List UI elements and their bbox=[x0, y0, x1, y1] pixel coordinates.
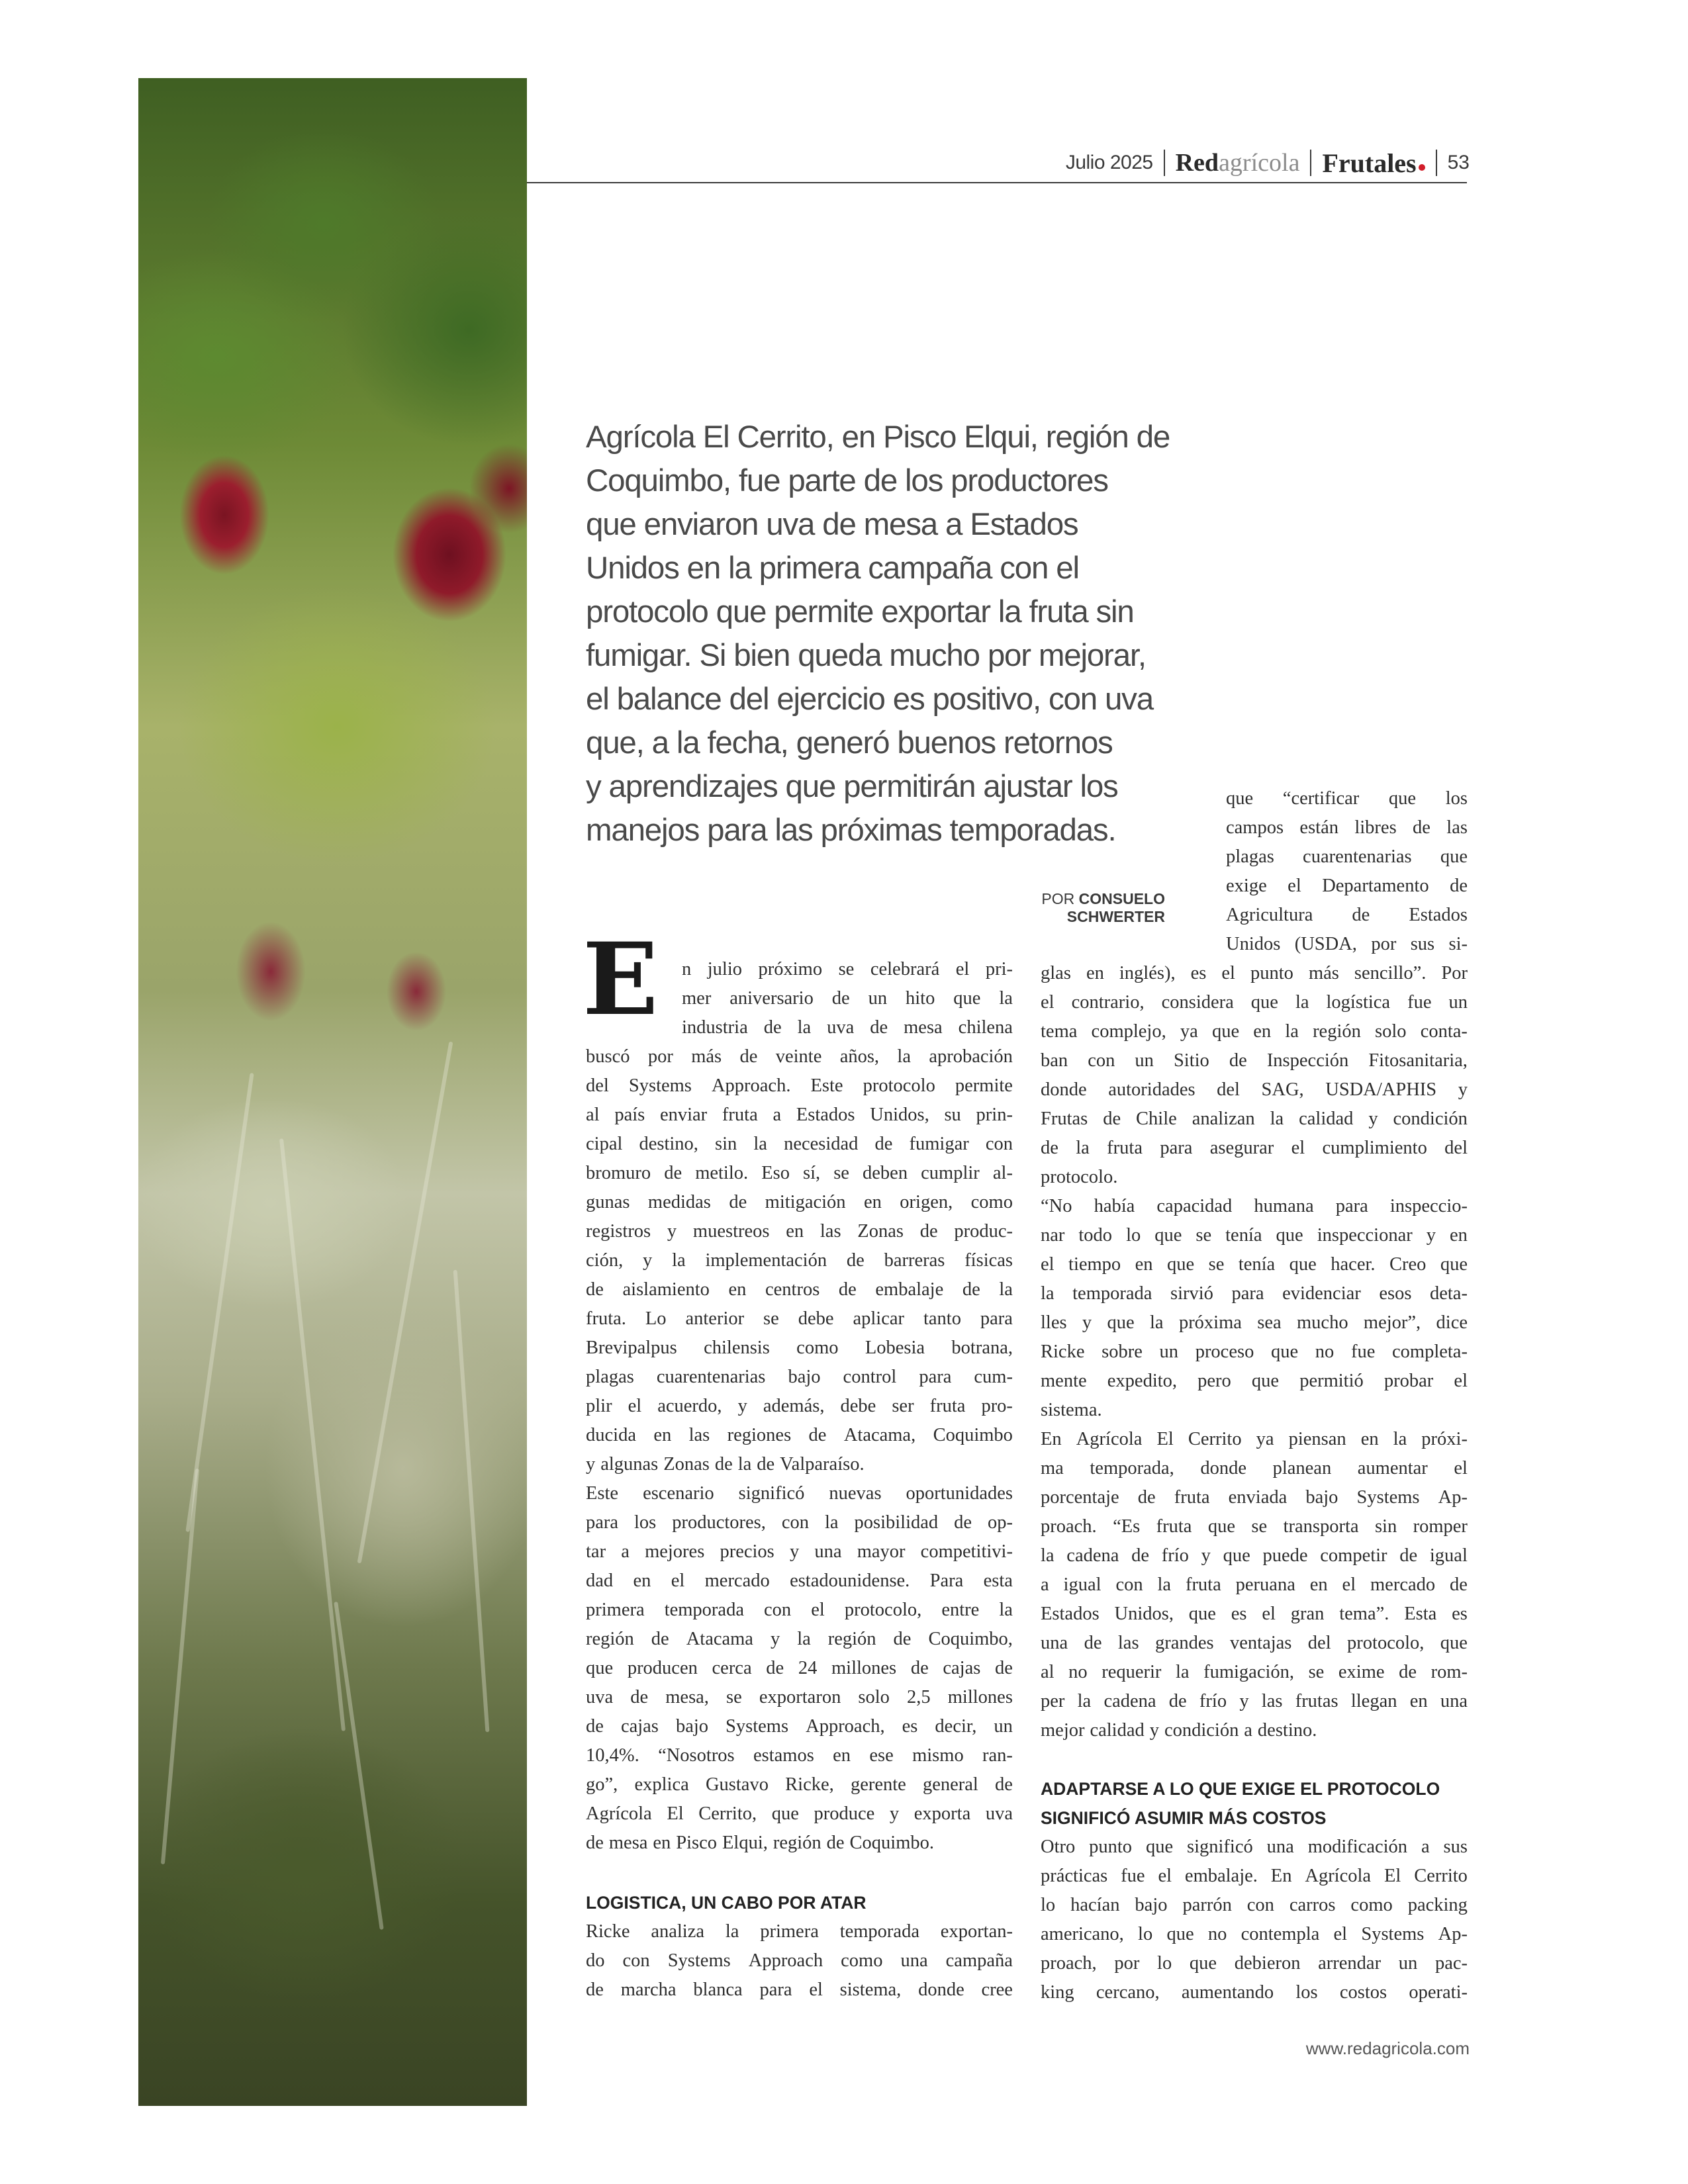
header-divider bbox=[1310, 150, 1311, 176]
text-line: per la cadena de frío y las frutas llegan en una bbox=[1041, 1691, 1468, 1711]
text-line: lo hacían bajo parrón con carros como packing bbox=[1041, 1895, 1468, 1915]
text-line: de la fruta para asegurar el cumplimiento del bbox=[1041, 1138, 1468, 1158]
text-line: tar a mejores precios y una mayor competitivi- bbox=[586, 1541, 1013, 1562]
subhead-costos bbox=[1041, 1774, 1440, 1833]
text-line: registros y muestreos en las Zonas de produc- bbox=[586, 1221, 1013, 1242]
subhead-logistica: LOGISTICA, UN CABO POR ATAR bbox=[586, 1893, 867, 1913]
text-line: plagas cuarentenarias que bbox=[1226, 846, 1468, 867]
text-line: al país enviar fruta a Estados Unidos, su prin- bbox=[586, 1105, 1013, 1125]
text-line: Este escenario significó nuevas oportunidades bbox=[586, 1483, 1013, 1504]
text-line: la cadena de frío y que puede competir de igual bbox=[1041, 1545, 1468, 1566]
lead-line: y aprendizajes que permitirán ajustar los bbox=[586, 769, 1118, 804]
text-line: de aislamiento en centros de embalaje de la bbox=[586, 1279, 1013, 1300]
text-line: industria de la uva de mesa chilena bbox=[682, 1017, 1013, 1038]
lead-line: Unidos en la primera campaña con el bbox=[586, 551, 1079, 586]
drop-cap: E bbox=[583, 921, 659, 1038]
text-line: de marcha blanca para el sistema, donde cree bbox=[586, 1979, 1013, 2000]
text-line: nar todo lo que se tenía que inspeccionar y en bbox=[1041, 1225, 1468, 1246]
text-line: plagas cuarentenarias bajo control para cum- bbox=[586, 1367, 1013, 1387]
text-line: campos están libres de las bbox=[1226, 817, 1468, 838]
text-line: exige el Departamento de bbox=[1226, 876, 1468, 896]
text-line: Ricke analiza la primera temporada exportan- bbox=[586, 1921, 1013, 1942]
text-line: Unidos (USDA, por sus si- bbox=[1226, 934, 1468, 954]
column2-continued bbox=[1041, 1833, 1468, 2007]
text-line: tema complejo, ya que en la región solo conta- bbox=[1041, 1021, 1468, 1042]
header-divider bbox=[1436, 150, 1437, 176]
subhead-line: ADAPTARSE A LO QUE EXIGE EL PROTOCOLO bbox=[1041, 1779, 1440, 1799]
section-dot bbox=[1419, 164, 1425, 171]
text-line: Otro punto que significó una modificación a sus bbox=[1041, 1837, 1468, 1857]
lead-line: que, a la fecha, generó buenos retornos bbox=[586, 725, 1113, 760]
text-line: la temporada sirvió para evidenciar esos deta- bbox=[1041, 1283, 1468, 1304]
text-line: el contrario, considera que la logística fue un bbox=[1041, 992, 1468, 1013]
magazine-logo bbox=[1176, 148, 1300, 177]
text-line: glas en inglés), es el punto más sencillo”. Por bbox=[1041, 963, 1468, 983]
text-line: n julio próximo se celebrará el pri- bbox=[682, 959, 1013, 979]
text-line: buscó por más de veinte años, la aprobación bbox=[586, 1046, 1013, 1067]
lead-line: Coquimbo, fue parte de los productores bbox=[586, 463, 1108, 498]
text-line: mejor calidad y condición a destino. bbox=[1041, 1720, 1317, 1741]
text-line: que producen cerca de 24 millones de cajas de bbox=[586, 1658, 1013, 1678]
text-line: proach. “Es fruta que se transporta sin romper bbox=[1041, 1516, 1468, 1537]
text-line: porcentaje de fruta enviada bajo Systems Ap- bbox=[1041, 1487, 1468, 1508]
text-line: Ricke sobre un proceso que no fue completa- bbox=[1041, 1342, 1468, 1362]
text-line: go”, explica Gustavo Ricke, gerente general de bbox=[586, 1774, 1013, 1795]
text-line: 10,4%. “Nosotros estamos en ese mismo ran- bbox=[586, 1745, 1013, 1766]
text-line: Frutas de Chile analizan la calidad y condición bbox=[1041, 1109, 1468, 1129]
text-line: al no requerir la fumigación, se exime de rom- bbox=[1041, 1662, 1468, 1682]
text-line: Agricultura de Estados bbox=[1226, 905, 1468, 925]
lead-line: protocolo que permite exportar la fruta sin bbox=[586, 594, 1134, 629]
text-line: prácticas fue el embalaje. En Agrícola El Cerrito bbox=[1041, 1866, 1468, 1886]
column1-continued bbox=[586, 1917, 1013, 2005]
text-line: king cercano, aumentando los costos operati- bbox=[1041, 1982, 1468, 2003]
text-line: Brevipalpus chilensis como Lobesia botrana, bbox=[586, 1338, 1013, 1358]
issue-date: Julio 2025 bbox=[1065, 152, 1153, 173]
subhead-line: SIGNIFICÓ ASUMIR MÁS COSTOS bbox=[1041, 1808, 1327, 1828]
column2-narrow-text bbox=[1226, 784, 1468, 959]
text-line: mer aniversario de un hito que la bbox=[682, 988, 1013, 1009]
text-line: una de las grandes ventajas del protocolo, que bbox=[1041, 1633, 1468, 1653]
text-line: del Systems Approach. Este protocolo permite bbox=[586, 1075, 1013, 1096]
lead-line: el balance del ejercicio es positivo, con uva bbox=[586, 682, 1153, 717]
text-line: Agrícola El Cerrito, que produce y exporta uva bbox=[586, 1803, 1013, 1824]
lead-line: Agrícola El Cerrito, en Pisco Elqui, región de bbox=[586, 420, 1170, 455]
text-line: cipal destino, sin la necesidad de fumigar con bbox=[586, 1134, 1013, 1154]
byline: POR CONSUELO SCHWERTER bbox=[1041, 890, 1165, 925]
text-line: donde autoridades del SAG, USDA/APHIS y bbox=[1041, 1079, 1468, 1100]
text-line: do con Systems Approach como una campaña bbox=[586, 1950, 1013, 1971]
text-line: americano, lo que no contempla el Systems Ap- bbox=[1041, 1924, 1468, 1944]
column1-body bbox=[586, 1042, 1013, 1858]
column1-dropcap-text bbox=[682, 955, 1013, 1042]
header-divider bbox=[1164, 150, 1165, 176]
page-header bbox=[1013, 147, 1470, 179]
text-line: Estados Unidos, que es el gran tema”. Esta es bbox=[1041, 1604, 1468, 1624]
text-line: uva de mesa, se exportaron solo 2,5 millones bbox=[586, 1687, 1013, 1707]
page-number: 53 bbox=[1447, 152, 1470, 173]
author-name: CONSUELO SCHWERTER bbox=[1066, 890, 1165, 925]
vineyard-grapes-photo bbox=[138, 78, 527, 2106]
header-rule bbox=[527, 182, 1467, 183]
text-line: mente expedito, pero que permitió probar el bbox=[1041, 1371, 1468, 1391]
text-line: plir el acuerdo, y además, debe ser fruta pro- bbox=[586, 1396, 1013, 1416]
text-line: y algunas Zonas de la de Valparaíso. bbox=[586, 1454, 865, 1475]
lead-line: manejos para las próximas temporadas. bbox=[586, 813, 1116, 848]
lead-paragraph bbox=[586, 416, 1178, 852]
text-line: ban con un Sitio de Inspección Fitosanitaria, bbox=[1041, 1050, 1468, 1071]
text-line: dad en el mercado estadounidense. Para esta bbox=[586, 1570, 1013, 1591]
text-line: fruta. Lo anterior se debe aplicar tanto para bbox=[586, 1308, 1013, 1329]
text-line: ción, y la implementación de barreras físicas bbox=[586, 1250, 1013, 1271]
text-line: el tiempo en que se tenía que hacer. Creo que bbox=[1041, 1254, 1468, 1275]
text-line: sistema. bbox=[1041, 1400, 1102, 1420]
text-line: de mesa en Pisco Elqui, región de Coquimbo. bbox=[586, 1833, 934, 1853]
section-name: Frutales bbox=[1322, 148, 1425, 179]
text-line: lles y que la próxima sea mucho mejor”, dice bbox=[1041, 1312, 1468, 1333]
text-line: proach, por lo que debieron arrendar un pac- bbox=[1041, 1953, 1468, 1974]
text-line: gunas medidas de mitigación en origen, como bbox=[586, 1192, 1013, 1212]
text-line: En Agrícola El Cerrito ya piensan en la próxi- bbox=[1041, 1429, 1468, 1449]
text-line: para los productores, con la posibilidad de op- bbox=[586, 1512, 1013, 1533]
text-line: ducida en las regiones de Atacama, Coquimbo bbox=[586, 1425, 1013, 1445]
text-line: región de Atacama y la región de Coquimbo, bbox=[586, 1629, 1013, 1649]
logo-red: Red bbox=[1175, 149, 1219, 177]
text-line: a igual con la fruta peruana en el mercado de bbox=[1041, 1574, 1468, 1595]
text-line: ma temporada, donde planean aumentar el bbox=[1041, 1458, 1468, 1479]
text-line: primera temporada con el protocolo, entre la bbox=[586, 1600, 1013, 1620]
text-line: bromuro de metilo. Eso sí, se deben cumplir al- bbox=[586, 1163, 1013, 1183]
lead-line: fumigar. Si bien queda mucho por mejorar, bbox=[586, 638, 1146, 673]
text-line: que “certificar que los bbox=[1226, 788, 1468, 809]
column2-body bbox=[1041, 959, 1468, 1745]
text-line: protocolo. bbox=[1041, 1167, 1118, 1187]
text-line: de cajas bajo Systems Approach, es decir, un bbox=[586, 1716, 1013, 1737]
logo-agricola: agrícola bbox=[1219, 149, 1300, 177]
text-line: “No había capacidad humana para inspeccio- bbox=[1041, 1196, 1468, 1216]
lead-line: que enviaron uva de mesa a Estados bbox=[586, 507, 1078, 542]
website-url: www.redagricola.com bbox=[1305, 2038, 1470, 2058]
